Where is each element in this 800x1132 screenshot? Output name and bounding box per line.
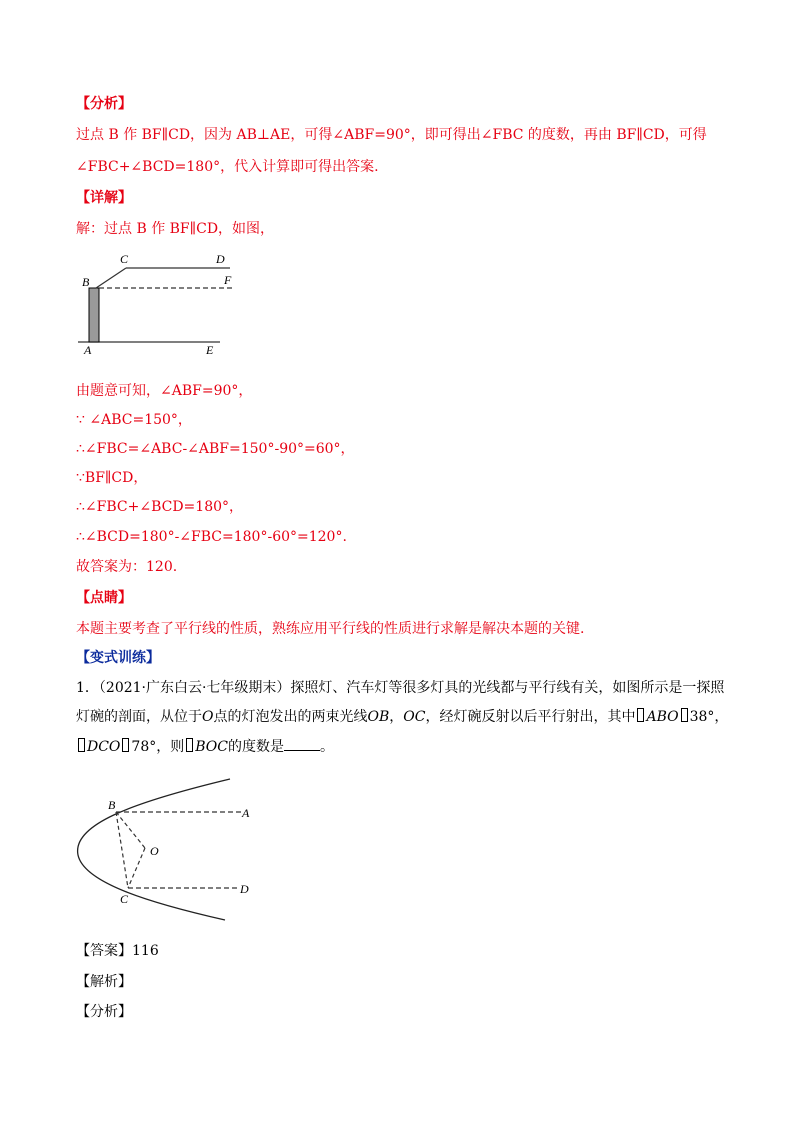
label-a: A: [242, 806, 250, 820]
problem-line-3-b: 的度数是: [228, 739, 284, 755]
label-d: D: [216, 252, 225, 266]
angle-symbol-box: [78, 738, 85, 752]
analysis-header: 【分析】: [76, 96, 132, 112]
solution-header: 【解析】: [76, 974, 132, 990]
angle-boc: BOC: [195, 739, 228, 755]
analysis-line-2: ∠FBC+∠BCD=180°，代入计算即可得出答案.: [76, 159, 379, 175]
segment-bc: [96, 268, 126, 288]
segment-bc: [116, 812, 128, 888]
label-d: D: [240, 882, 249, 896]
label-a: A: [84, 343, 92, 357]
analysis-header-2: 【分析】: [76, 1004, 132, 1020]
answer: 【答案】116: [76, 943, 159, 959]
label-f: F: [224, 273, 232, 287]
point-o: O: [202, 709, 214, 725]
label-e: E: [206, 343, 214, 357]
problem-line-2-e: 38°，: [689, 709, 729, 725]
problem-line-2: [76, 708, 728, 726]
detail-header: 【详解】: [76, 190, 132, 206]
step-2: ∵ ∠ABC=150°，: [76, 412, 192, 428]
label-b: B: [108, 798, 116, 812]
problem-line-2-d: ，经灯碗反射以后平行射出，其中: [425, 709, 636, 725]
lamp-bowl-figure: [70, 775, 270, 935]
segment-oc: [128, 848, 145, 888]
problem-line-3-c: 。: [320, 739, 334, 755]
answer-blank: [284, 738, 320, 751]
label-c: C: [120, 892, 129, 906]
problem-line-1: 1．（2021·广东白云·七年级期末）探照灯、汽车灯等很多灯具的光线都与平行线有关，如图所示是一探照: [76, 680, 725, 696]
angle-abo: ABO: [646, 709, 679, 725]
problem-line-3-a: 78°，则: [131, 739, 185, 755]
label-b: B: [82, 275, 90, 289]
analysis-line-1: 过点 B 作 BF∥CD，因为 AB⊥AE，可得∠ABF=90°，即可得出∠FBC 的度数，再由 BF∥CD，可得: [76, 127, 707, 143]
angle-dco: DCO: [87, 739, 121, 755]
detail-intro: 解：过点 B 作 BF∥CD，如图，: [76, 221, 275, 237]
step-6: ∴∠BCD=180°-∠FBC=180°-60°=120°.: [76, 529, 347, 545]
problem-line-2-b: 点的灯泡发出的两束光线: [213, 709, 368, 725]
angle-symbol-box: [637, 708, 644, 722]
step-5: ∴∠FBC+∠BCD=180°，: [76, 499, 244, 515]
equals-symbol-box: [122, 738, 129, 752]
problem-line-3: [76, 738, 334, 756]
step-3: ∴∠FBC=∠ABC-∠ABF=150°-90°=60°，: [76, 441, 355, 457]
step-4: ∵BF∥CD，: [76, 470, 148, 486]
equals-symbol-box: [681, 708, 688, 722]
angle-symbol-box: [186, 738, 193, 752]
ray-oc: OC: [403, 709, 426, 725]
step-1: 由题意可知，∠ABF=90°，: [76, 383, 253, 399]
problem-line-2-c: ，: [389, 709, 404, 725]
comment-header: 【点睛】: [76, 590, 132, 606]
bar-ab: [89, 288, 99, 342]
variant-training-title: 【变式训练】: [76, 650, 160, 666]
comment-text: 本题主要考查了平行线的性质，熟练应用平行线的性质进行求解是解决本题的关键.: [76, 621, 585, 637]
label-o: O: [150, 844, 159, 858]
ray-ob: OB: [367, 709, 390, 725]
parallel-lines-figure: [74, 250, 244, 360]
problem-line-2-a: 灯碗的剖面，从位于: [76, 709, 202, 725]
answer-line: 故答案为：120.: [76, 559, 178, 575]
label-c: C: [120, 252, 129, 266]
